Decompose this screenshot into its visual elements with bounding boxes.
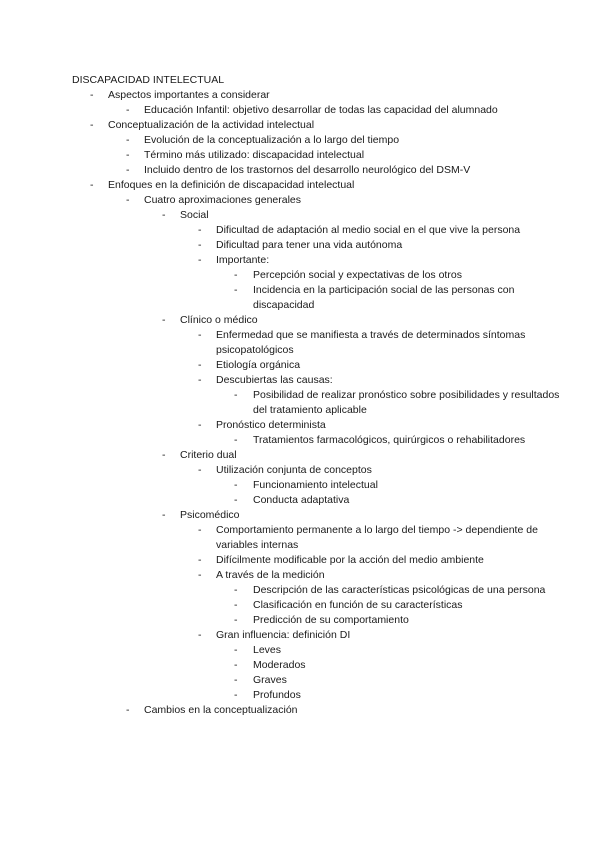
outline-item-text: Predicción de su comportamiento	[253, 614, 409, 626]
outline-item	[72, 373, 562, 388]
bullet-dash: -	[234, 434, 238, 446]
outline-item	[72, 583, 562, 598]
outline-item-text: Moderados	[253, 659, 306, 671]
outline-item-text: Graves	[253, 674, 287, 686]
bullet-dash: -	[126, 164, 130, 176]
bullet-dash: -	[198, 554, 202, 566]
bullet-dash: -	[198, 359, 202, 371]
document-title: DISCAPACIDAD INTELECTUAL	[72, 74, 225, 86]
outline-item	[72, 643, 562, 658]
outline-item	[72, 463, 562, 478]
bullet-dash: -	[198, 374, 202, 386]
outline-item	[72, 268, 562, 283]
bullet-dash: -	[162, 209, 166, 221]
bullet-dash: -	[198, 329, 202, 341]
bullet-dash: -	[198, 524, 202, 536]
outline-item	[72, 193, 562, 208]
bullet-dash: -	[198, 419, 202, 431]
outline-item	[72, 388, 562, 418]
document-page	[72, 73, 562, 718]
bullet-dash: -	[90, 119, 94, 131]
bullet-dash: -	[126, 149, 130, 161]
bullet-dash: -	[234, 269, 238, 281]
outline-item-text: Profundos	[253, 689, 301, 701]
outline-item	[72, 208, 562, 223]
bullet-dash: -	[126, 194, 130, 206]
outline-item	[72, 103, 562, 118]
bullet-dash: -	[234, 599, 238, 611]
outline-item	[72, 118, 562, 133]
outline-item-text: Enfermedad que se manifiesta a través de determinados síntomas psicopatológicos	[216, 329, 526, 356]
bullet-dash: -	[198, 569, 202, 581]
outline-item	[72, 628, 562, 643]
outline-item-text: Importante:	[216, 254, 270, 266]
outline-item-text: A través de la medición	[216, 569, 325, 581]
bullet-dash: -	[234, 479, 238, 491]
outline-item	[72, 253, 562, 268]
outline-item	[72, 433, 562, 448]
outline-list	[72, 88, 562, 718]
outline-item	[72, 358, 562, 373]
bullet-dash: -	[126, 134, 130, 146]
bullet-dash: -	[126, 704, 130, 716]
outline-item-text: Difícilmente modificable por la acción del medio ambiente	[216, 554, 484, 566]
outline-item	[72, 133, 562, 148]
outline-item-text: Utilización conjunta de conceptos	[216, 464, 372, 476]
outline-item-text: Evolución de la conceptualización a lo largo del tiempo	[144, 134, 400, 146]
bullet-dash: -	[126, 104, 130, 116]
outline-item	[72, 88, 562, 103]
bullet-dash: -	[90, 179, 94, 191]
outline-item-text: Clasificación en función de su características	[253, 599, 463, 611]
outline-item-text: Pronóstico determinista	[216, 419, 326, 431]
outline-item-text: Descubiertas las causas:	[216, 374, 333, 386]
outline-item-text: Comportamiento permanente a lo largo del tiempo -> dependiente de variables internas	[216, 524, 538, 551]
outline-item-text: Criterio dual	[180, 449, 237, 461]
bullet-dash: -	[234, 674, 238, 686]
outline-item	[72, 163, 562, 178]
outline-item	[72, 553, 562, 568]
outline-item	[72, 448, 562, 463]
outline-item	[72, 598, 562, 613]
outline-item-text: Percepción social y expectativas de los otros	[253, 269, 462, 281]
outline-item	[72, 328, 562, 358]
outline-item	[72, 508, 562, 523]
bullet-dash: -	[162, 314, 166, 326]
outline-item-text: Incidencia en la participación social de las personas con discapacidad	[253, 284, 515, 311]
outline-item-text: Aspectos importantes a considerar	[108, 89, 270, 101]
outline-item	[72, 688, 562, 703]
bullet-dash: -	[234, 689, 238, 701]
outline-item-text: Conceptualización de la actividad intelectual	[108, 119, 315, 131]
outline-item	[72, 223, 562, 238]
bullet-dash: -	[234, 389, 238, 401]
outline-item-text: Educación Infantil: objetivo desarrollar de todas las capacidad del alumnado	[144, 104, 498, 116]
bullet-dash: -	[234, 284, 238, 296]
outline-item-text: Cuatro aproximaciones generales	[144, 194, 302, 206]
bullet-dash: -	[90, 89, 94, 101]
outline-item-text: Tratamientos farmacológicos, quirúrgicos o rehabilitadores	[253, 434, 526, 446]
bullet-dash: -	[234, 644, 238, 656]
bullet-dash: -	[234, 494, 238, 506]
outline-item-text: Incluido dentro de los trastornos del desarrollo neurológico del DSM-V	[144, 164, 471, 176]
outline-item-text: Social	[180, 209, 209, 221]
outline-item-text: Psicomédico	[180, 509, 240, 521]
outline-item-text: Término más utilizado: discapacidad intelectual	[144, 149, 365, 161]
outline-item	[72, 178, 562, 193]
outline-item-text: Clínico o médico	[180, 314, 258, 326]
bullet-dash: -	[198, 224, 202, 236]
outline-item	[72, 658, 562, 673]
bullet-dash: -	[234, 659, 238, 671]
outline-item	[72, 568, 562, 583]
outline-item-text: Dificultad para tener una vida autónoma	[216, 239, 403, 251]
outline-item-text: Funcionamiento intelectual	[253, 479, 378, 491]
outline-item	[72, 148, 562, 163]
bullet-dash: -	[198, 239, 202, 251]
outline-item	[72, 418, 562, 433]
outline-item	[72, 238, 562, 253]
outline-item	[72, 283, 562, 313]
outline-item-text: Enfoques en la definición de discapacidad intelectual	[108, 179, 355, 191]
bullet-dash: -	[234, 584, 238, 596]
bullet-dash: -	[162, 449, 166, 461]
outline-item	[72, 703, 562, 718]
bullet-dash: -	[198, 254, 202, 266]
outline-item-text: Gran influencia: definición DI	[216, 629, 351, 641]
outline-item	[72, 493, 562, 508]
outline-item-text: Leves	[253, 644, 282, 656]
outline-item	[72, 673, 562, 688]
bullet-dash: -	[234, 614, 238, 626]
outline-item-text: Descripción de las características psicológicas de una persona	[253, 584, 546, 596]
outline-item-text: Posibilidad de realizar pronóstico sobre posibilidades y resultados del tratamiento aplicable	[253, 389, 560, 416]
outline-item-text: Etiología orgánica	[216, 359, 301, 371]
outline-item	[72, 613, 562, 628]
bullet-dash: -	[162, 509, 166, 521]
outline-item	[72, 313, 562, 328]
outline-item-text: Dificultad de adaptación al medio social en el que vive la persona	[216, 224, 521, 236]
outline-item	[72, 523, 562, 553]
bullet-dash: -	[198, 464, 202, 476]
outline-item-text: Cambios en la conceptualización	[144, 704, 298, 716]
outline-item	[72, 478, 562, 493]
bullet-dash: -	[198, 629, 202, 641]
outline-item-text: Conducta adaptativa	[253, 494, 350, 506]
